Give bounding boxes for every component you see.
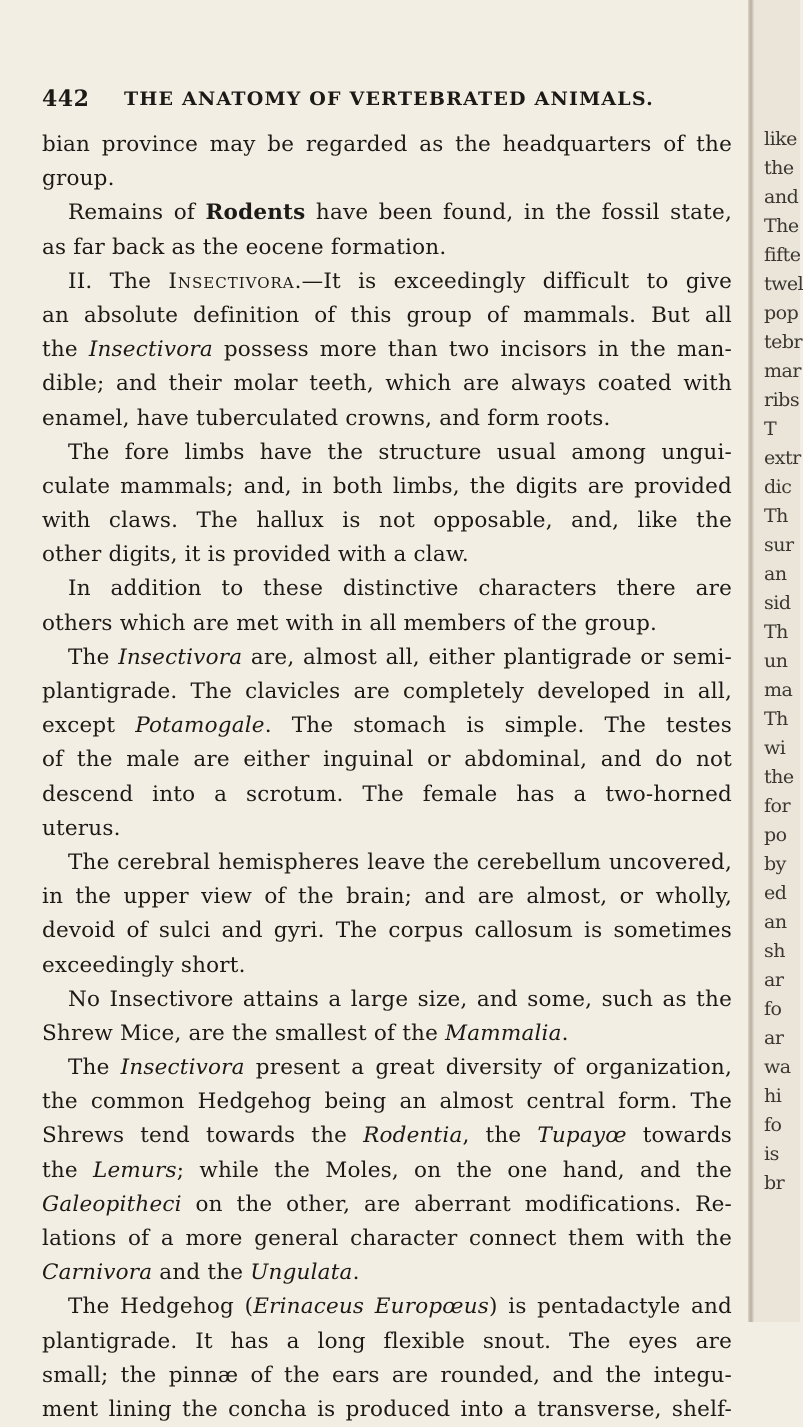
text-line: [42, 1154, 732, 1188]
text-line: [42, 675, 732, 709]
facing-page-fragment: like: [764, 128, 797, 150]
text-line: [42, 367, 732, 401]
italic-term: Erinaceus Europœus: [253, 1294, 490, 1320]
text-line: [42, 572, 732, 606]
facing-page-fragment: ar: [764, 969, 784, 991]
facing-page-fragment: po: [764, 824, 787, 846]
facing-page-fragment: hi: [764, 1085, 782, 1107]
italic-term: Ungulata: [250, 1260, 353, 1286]
italic-term: Mammalia: [445, 1020, 562, 1046]
text-run: culate mammals; and, in both limbs, the digits are provided: [42, 473, 732, 499]
bold-term: Rodents: [205, 200, 306, 226]
text-line: [42, 402, 732, 436]
text-run: enamel, have tuberculated crowns, and form roots.: [42, 405, 611, 431]
text-line: [42, 470, 732, 504]
text-run: The Hedgehog (: [68, 1294, 254, 1320]
text-line: [42, 504, 732, 538]
facing-page-fragment: the: [764, 157, 794, 179]
text-run: , the: [462, 1123, 538, 1149]
italic-term: Lemurs: [93, 1157, 177, 1183]
text-line: [42, 880, 732, 914]
facing-page-fragment: un: [764, 650, 788, 672]
text-run: uterus.: [42, 815, 121, 841]
text-run: possess more than two incisors in the man-: [212, 337, 732, 363]
body-text: [42, 128, 732, 1427]
text-line: [42, 1085, 732, 1119]
facing-page-fragment: extr: [764, 447, 801, 469]
facing-page-fragment: pop: [764, 302, 799, 324]
text-run: The: [68, 1055, 121, 1081]
text-line: [42, 265, 732, 299]
text-line: [42, 333, 732, 367]
facing-page-fragment: an: [764, 911, 787, 933]
italic-term: Insectivora: [88, 337, 213, 363]
text-run: ) is pentadactyle and: [489, 1294, 733, 1320]
facing-page-fragment: is: [764, 1143, 779, 1165]
facing-page-fragment: fo: [764, 1114, 782, 1136]
text-line: [42, 231, 732, 265]
text-run: plantigrade. The clavicles are completely developed in all,: [42, 679, 732, 704]
italic-term: Carnivora: [42, 1260, 153, 1286]
text-run: present a great diversity of organization,: [244, 1055, 732, 1081]
facing-page-fragment: ribs: [764, 389, 800, 411]
text-line: [42, 641, 732, 675]
text-run: The fore limbs have the structure usual among ungui-: [68, 439, 732, 465]
text-line: [42, 538, 732, 572]
text-line: [42, 709, 732, 743]
text-run: .: [561, 1020, 569, 1046]
text-run: the: [42, 337, 89, 363]
facing-page-fragment: br: [764, 1172, 785, 1194]
text-run: lations of a more general character connect them with the: [42, 1226, 732, 1251]
facing-page-fragment: sid: [764, 592, 791, 614]
text-line: [42, 1051, 732, 1085]
text-run: other digits, it is provided with a claw.: [42, 542, 469, 568]
text-line: [42, 607, 732, 641]
running-head: THE ANATOMY OF VERTEBRATED ANIMALS.: [124, 88, 654, 110]
text-run: bian province may be regarded as the headquarters of the: [42, 132, 732, 157]
text-run: of the male are either inguinal or abdominal, and do not: [42, 747, 732, 773]
text-run: No Insectivore attains a large size, and some, such as the: [68, 986, 732, 1012]
facing-page-fragment: and: [764, 186, 799, 208]
facing-page-edge: [754, 0, 803, 1322]
italic-term: Insectivora: [118, 644, 243, 670]
text-run: the common Hedgehog being an almost central form. The: [42, 1089, 732, 1115]
text-run: are, almost all, either plantigrade or semi-: [242, 644, 733, 670]
text-run: descend into a scrotum. The female has a two-horned: [42, 781, 732, 807]
facing-page-fragment: the: [764, 766, 794, 788]
facing-page-fragment: wi: [764, 737, 786, 759]
text-line: [42, 1325, 732, 1359]
text-line: [42, 196, 732, 230]
text-line: [42, 743, 732, 777]
facing-page-fragment: ar: [764, 1027, 784, 1049]
section-heading-term: Insectivora: [168, 268, 295, 294]
facing-page-fragment: dic: [764, 476, 792, 498]
text-line: [42, 1290, 732, 1324]
facing-page-fragment: for: [764, 795, 791, 817]
page-header: [42, 86, 732, 114]
text-run: In addition to these distinctive characters there are: [68, 576, 732, 602]
facing-page-fragment: T: [764, 418, 777, 440]
text-run: Remains of: [68, 200, 206, 226]
facing-page-fragment: wa: [764, 1056, 791, 1078]
text-line: [42, 128, 732, 162]
text-run: . The stomach is simple. The testes: [264, 713, 732, 739]
italic-term: Rodentia: [363, 1123, 463, 1149]
facing-page-fragment: Th: [764, 708, 788, 730]
text-run: plantigrade. It has a long flexible snout. The eyes are: [42, 1328, 732, 1354]
text-line: [42, 1359, 732, 1393]
text-run: an absolute definition of this group of mammals. But all: [42, 302, 732, 328]
text-line: [42, 846, 732, 880]
text-line: [42, 1017, 732, 1051]
text-run: on the other, are aberrant modifications. Re-: [181, 1191, 732, 1217]
text-run: .—It is exceedingly difficult to give: [294, 268, 733, 294]
text-line: [42, 983, 732, 1017]
text-line: [42, 162, 732, 196]
text-line: [42, 1119, 732, 1153]
italic-term: Galeopitheci: [42, 1191, 182, 1217]
text-line: [42, 436, 732, 470]
facing-page-fragment: fo: [764, 998, 782, 1020]
text-run: have been found, in the fossil state,: [305, 200, 732, 226]
text-run: as far back as the eocene formation.: [42, 234, 447, 260]
text-run: towards: [626, 1123, 732, 1149]
text-run: and the: [152, 1260, 251, 1286]
text-line: [42, 1222, 732, 1256]
text-line: [42, 812, 732, 846]
italic-term: Tupayœ: [537, 1123, 627, 1149]
text-run: with claws. The hallux is not opposable, and, like the: [42, 508, 732, 534]
text-run: ment lining the concha is produced into a transverse, shelf-: [42, 1396, 732, 1422]
text-run: in the upper view of the brain; and are almost, or wholly,: [42, 884, 732, 910]
facing-page-fragment: Th: [764, 621, 788, 643]
text-run: except: [42, 713, 136, 739]
text-run: .: [352, 1260, 360, 1286]
text-run: small; the pinnæ of the ears are rounded, and the integu-: [42, 1362, 732, 1388]
facing-page-fragment: The: [764, 215, 799, 237]
facing-page-fragment: mar: [764, 360, 801, 382]
text-run: others which are met with in all members of the group.: [42, 610, 658, 636]
facing-page-fragment: an: [764, 563, 787, 585]
facing-page-fragment: ed: [764, 882, 787, 904]
text-run: group.: [42, 166, 115, 192]
text-run: Shrews tend towards the: [42, 1123, 364, 1149]
facing-page-fragment: fifte: [764, 244, 801, 266]
text-run: The cerebral hemispheres leave the cerebellum uncovered,: [68, 849, 732, 875]
text-line: [42, 1256, 732, 1290]
facing-page-fragment: by: [764, 853, 786, 875]
facing-page-fragment: Th: [764, 505, 788, 527]
text-run: devoid of sulci and gyri. The corpus callosum is sometimes: [42, 918, 732, 944]
text-run: dible; and their molar teeth, which are always coated with: [42, 371, 732, 397]
text-line: [42, 1393, 732, 1427]
facing-page-fragment: sur: [764, 534, 794, 556]
text-run: exceedingly short.: [42, 952, 246, 978]
facing-page-fragment: sh: [764, 940, 785, 962]
text-line: [42, 914, 732, 948]
text-run: The: [68, 644, 119, 670]
text-line: [42, 299, 732, 333]
text-run: II. The: [68, 268, 169, 294]
text-line: [42, 1188, 732, 1222]
page-number: 442: [42, 86, 90, 112]
italic-term: Insectivora: [120, 1055, 245, 1081]
italic-term: Potamogale: [135, 713, 265, 739]
text-run: ; while the Moles, on the one hand, and the: [176, 1157, 732, 1183]
facing-page-fragment: tebr: [764, 331, 803, 353]
text-line: [42, 949, 732, 983]
text-line: [42, 778, 732, 812]
facing-page-fragment: twel: [764, 273, 803, 295]
text-run: the: [42, 1157, 93, 1183]
facing-page-fragment: ma: [764, 679, 793, 701]
text-run: Shrew Mice, are the smallest of the: [42, 1020, 446, 1046]
